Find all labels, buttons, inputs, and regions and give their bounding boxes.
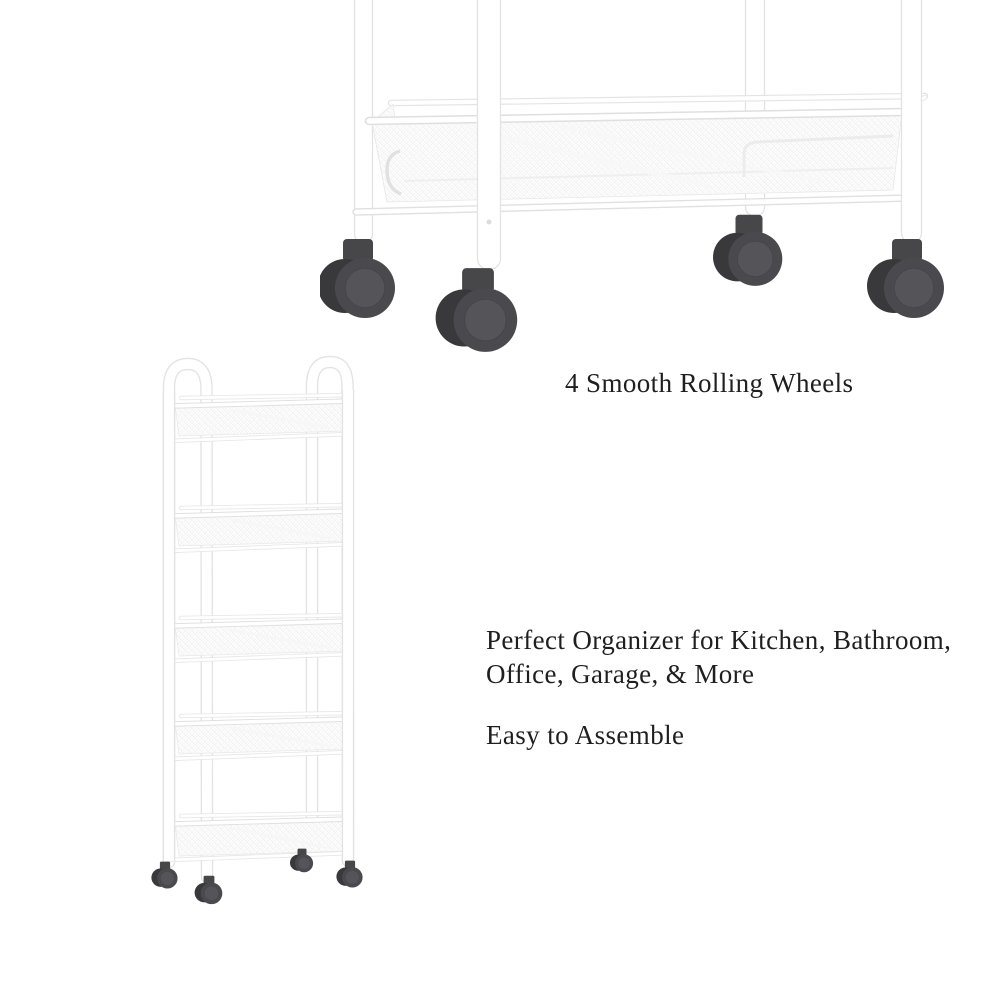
caption-assemble: Easy to Assemble xyxy=(486,720,685,750)
caption-organizer-line1: Perfect Organizer for Kitchen, Bathroom, xyxy=(486,625,952,655)
screw-dot xyxy=(487,220,492,225)
caption-organizer-line2: Office, Garage, & More xyxy=(486,659,755,689)
caster-wheel xyxy=(195,876,223,904)
tier-basket xyxy=(168,505,352,551)
tier-basket xyxy=(168,813,352,860)
caster-wheel xyxy=(336,861,362,888)
tier-basket xyxy=(168,395,352,441)
front-pole-left xyxy=(478,0,501,269)
front-pole-right xyxy=(902,0,922,242)
caster-wheel xyxy=(713,215,782,286)
photo-five-tier-cart xyxy=(140,350,385,920)
caster-wheel xyxy=(867,239,944,318)
tier-basket xyxy=(168,713,352,759)
caster-wheel xyxy=(320,239,395,318)
five-tier-cart-illustration xyxy=(140,350,385,920)
caption-rolling-wheels: 4 Smooth Rolling Wheels xyxy=(565,368,854,398)
mesh-basket xyxy=(369,96,925,202)
caster-wheel xyxy=(436,268,518,352)
caption-organizer xyxy=(486,623,951,691)
cart-base-illustration xyxy=(320,0,980,360)
photo-cart-base-closeup xyxy=(320,0,980,360)
tier-basket xyxy=(168,615,352,661)
basket-front-face xyxy=(372,113,902,202)
